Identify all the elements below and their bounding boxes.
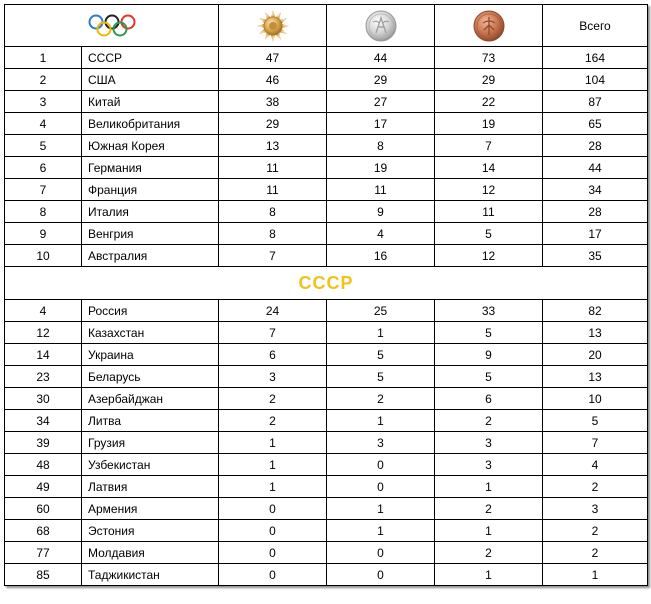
gold-count-cell: 13 (219, 135, 327, 157)
section-title: СССР (5, 267, 648, 300)
rank-cell: 2 (5, 69, 82, 91)
bronze-count-cell: 3 (435, 454, 543, 476)
bronze-count-cell: 1 (435, 476, 543, 498)
silver-count-cell: 1 (327, 498, 435, 520)
total-count-cell: 10 (543, 388, 648, 410)
table-row (5, 322, 648, 344)
total-count-cell: 13 (543, 322, 648, 344)
bronze-count-cell: 73 (435, 47, 543, 69)
country-cell: Узбекистан (82, 454, 219, 476)
rank-cell: 6 (5, 157, 82, 179)
total-count-cell: 87 (543, 91, 648, 113)
rank-cell: 39 (5, 432, 82, 454)
bronze-count-cell: 7 (435, 135, 543, 157)
total-column-header: Всего (543, 5, 648, 47)
total-count-cell: 2 (543, 476, 648, 498)
bronze-count-cell: 2 (435, 542, 543, 564)
silver-count-cell: 5 (327, 344, 435, 366)
silver-count-cell: 25 (327, 300, 435, 322)
country-cell: Россия (82, 300, 219, 322)
silver-medal-header (327, 5, 435, 47)
table-row (5, 476, 648, 498)
silver-count-cell: 1 (327, 520, 435, 542)
table-row (5, 498, 648, 520)
silver-count-cell: 8 (327, 135, 435, 157)
bronze-count-cell: 14 (435, 157, 543, 179)
rank-cell: 9 (5, 223, 82, 245)
country-cell: СССР (82, 47, 219, 69)
total-count-cell: 104 (543, 69, 648, 91)
bronze-count-cell: 9 (435, 344, 543, 366)
silver-count-cell: 19 (327, 157, 435, 179)
gold-count-cell: 11 (219, 179, 327, 201)
gold-count-cell: 0 (219, 542, 327, 564)
silver-count-cell: 11 (327, 179, 435, 201)
table-row (5, 344, 648, 366)
bronze-count-cell: 1 (435, 564, 543, 586)
bronze-count-cell: 3 (435, 432, 543, 454)
country-cell: Беларусь (82, 366, 219, 388)
table-row (5, 179, 648, 201)
rank-cell: 77 (5, 542, 82, 564)
table-row (5, 201, 648, 223)
rank-cell: 8 (5, 201, 82, 223)
silver-count-cell: 27 (327, 91, 435, 113)
gold-count-cell: 24 (219, 300, 327, 322)
rank-cell: 14 (5, 344, 82, 366)
table-row (5, 454, 648, 476)
bronze-count-cell: 22 (435, 91, 543, 113)
total-count-cell: 35 (543, 245, 648, 267)
total-count-cell: 13 (543, 366, 648, 388)
bronze-count-cell: 6 (435, 388, 543, 410)
country-cell: Грузия (82, 432, 219, 454)
rank-cell: 7 (5, 179, 82, 201)
country-cell: Украина (82, 344, 219, 366)
rank-cell: 5 (5, 135, 82, 157)
silver-count-cell: 0 (327, 542, 435, 564)
total-count-cell: 5 (543, 410, 648, 432)
gold-count-cell: 1 (219, 476, 327, 498)
bronze-count-cell: 2 (435, 410, 543, 432)
total-count-cell: 44 (543, 157, 648, 179)
country-cell: Азербайджан (82, 388, 219, 410)
gold-count-cell: 0 (219, 564, 327, 586)
gold-count-cell: 6 (219, 344, 327, 366)
silver-count-cell: 16 (327, 245, 435, 267)
table-row (5, 520, 648, 542)
bronze-count-cell: 1 (435, 520, 543, 542)
country-cell: Италия (82, 201, 219, 223)
olympic-rings-icon (87, 13, 137, 39)
silver-count-cell: 0 (327, 476, 435, 498)
country-cell: Латвия (82, 476, 219, 498)
total-count-cell: 28 (543, 201, 648, 223)
gold-count-cell: 0 (219, 498, 327, 520)
silver-count-cell: 5 (327, 366, 435, 388)
rank-cell: 3 (5, 91, 82, 113)
bronze-count-cell: 5 (435, 223, 543, 245)
total-count-cell: 17 (543, 223, 648, 245)
bronze-count-cell: 12 (435, 245, 543, 267)
table-row (5, 157, 648, 179)
country-cell: Таджикистан (82, 564, 219, 586)
gold-medal-icon (256, 9, 290, 43)
silver-count-cell: 9 (327, 201, 435, 223)
total-count-cell: 28 (543, 135, 648, 157)
table-row (5, 542, 648, 564)
table-row (5, 245, 648, 267)
table-row (5, 91, 648, 113)
gold-count-cell: 2 (219, 410, 327, 432)
bronze-medal-header (435, 5, 543, 47)
table-row (5, 366, 648, 388)
silver-count-cell: 0 (327, 564, 435, 586)
bronze-count-cell: 5 (435, 366, 543, 388)
bronze-count-cell: 33 (435, 300, 543, 322)
bronze-count-cell: 19 (435, 113, 543, 135)
country-cell: Франция (82, 179, 219, 201)
silver-count-cell: 44 (327, 47, 435, 69)
rank-cell: 34 (5, 410, 82, 432)
silver-count-cell: 17 (327, 113, 435, 135)
total-count-cell: 34 (543, 179, 648, 201)
rank-cell: 4 (5, 300, 82, 322)
gold-count-cell: 1 (219, 432, 327, 454)
medal-table-container (4, 4, 648, 586)
silver-count-cell: 1 (327, 322, 435, 344)
table-row (5, 432, 648, 454)
table-header-row (5, 5, 648, 47)
gold-count-cell: 11 (219, 157, 327, 179)
table-row (5, 113, 648, 135)
total-count-cell: 164 (543, 47, 648, 69)
total-count-cell: 2 (543, 520, 648, 542)
section-header-row (5, 267, 648, 300)
rank-cell: 85 (5, 564, 82, 586)
silver-count-cell: 2 (327, 388, 435, 410)
rank-cell: 60 (5, 498, 82, 520)
bronze-count-cell: 29 (435, 69, 543, 91)
country-cell: Германия (82, 157, 219, 179)
country-cell: Казахстан (82, 322, 219, 344)
country-cell: Великобритания (82, 113, 219, 135)
gold-count-cell: 8 (219, 201, 327, 223)
bronze-count-cell: 5 (435, 322, 543, 344)
bronze-medal-icon (472, 9, 506, 43)
silver-medal-icon (364, 9, 398, 43)
gold-count-cell: 7 (219, 245, 327, 267)
country-cell: Австралия (82, 245, 219, 267)
total-count-cell: 7 (543, 432, 648, 454)
silver-count-cell: 29 (327, 69, 435, 91)
country-cell: Китай (82, 91, 219, 113)
bronze-count-cell: 2 (435, 498, 543, 520)
country-cell: Литва (82, 410, 219, 432)
medal-table (4, 4, 648, 586)
silver-count-cell: 4 (327, 223, 435, 245)
silver-count-cell: 3 (327, 432, 435, 454)
olympic-logo-cell (5, 5, 219, 47)
country-cell: Армения (82, 498, 219, 520)
rank-cell: 4 (5, 113, 82, 135)
rank-cell: 48 (5, 454, 82, 476)
gold-count-cell: 3 (219, 366, 327, 388)
total-count-cell: 20 (543, 344, 648, 366)
gold-count-cell: 0 (219, 520, 327, 542)
country-cell: Эстония (82, 520, 219, 542)
total-count-cell: 65 (543, 113, 648, 135)
bronze-count-cell: 12 (435, 179, 543, 201)
total-count-cell: 1 (543, 564, 648, 586)
table-row (5, 388, 648, 410)
gold-count-cell: 2 (219, 388, 327, 410)
gold-count-cell: 46 (219, 69, 327, 91)
table-row (5, 300, 648, 322)
total-count-cell: 3 (543, 498, 648, 520)
country-cell: Молдавия (82, 542, 219, 564)
country-cell: Южная Корея (82, 135, 219, 157)
rank-cell: 49 (5, 476, 82, 498)
table-row (5, 223, 648, 245)
bronze-count-cell: 11 (435, 201, 543, 223)
gold-count-cell: 1 (219, 454, 327, 476)
rank-cell: 12 (5, 322, 82, 344)
country-cell: Венгрия (82, 223, 219, 245)
rank-cell: 23 (5, 366, 82, 388)
total-count-cell: 2 (543, 542, 648, 564)
silver-count-cell: 0 (327, 454, 435, 476)
gold-medal-header (219, 5, 327, 47)
total-count-cell: 4 (543, 454, 648, 476)
gold-count-cell: 38 (219, 91, 327, 113)
table-row (5, 69, 648, 91)
total-count-cell: 82 (543, 300, 648, 322)
gold-count-cell: 47 (219, 47, 327, 69)
country-cell: США (82, 69, 219, 91)
gold-count-cell: 7 (219, 322, 327, 344)
rank-cell: 10 (5, 245, 82, 267)
rank-cell: 1 (5, 47, 82, 69)
table-row (5, 47, 648, 69)
rank-cell: 30 (5, 388, 82, 410)
table-row (5, 410, 648, 432)
gold-count-cell: 8 (219, 223, 327, 245)
gold-count-cell: 29 (219, 113, 327, 135)
table-row (5, 564, 648, 586)
table-row (5, 135, 648, 157)
silver-count-cell: 1 (327, 410, 435, 432)
rank-cell: 68 (5, 520, 82, 542)
